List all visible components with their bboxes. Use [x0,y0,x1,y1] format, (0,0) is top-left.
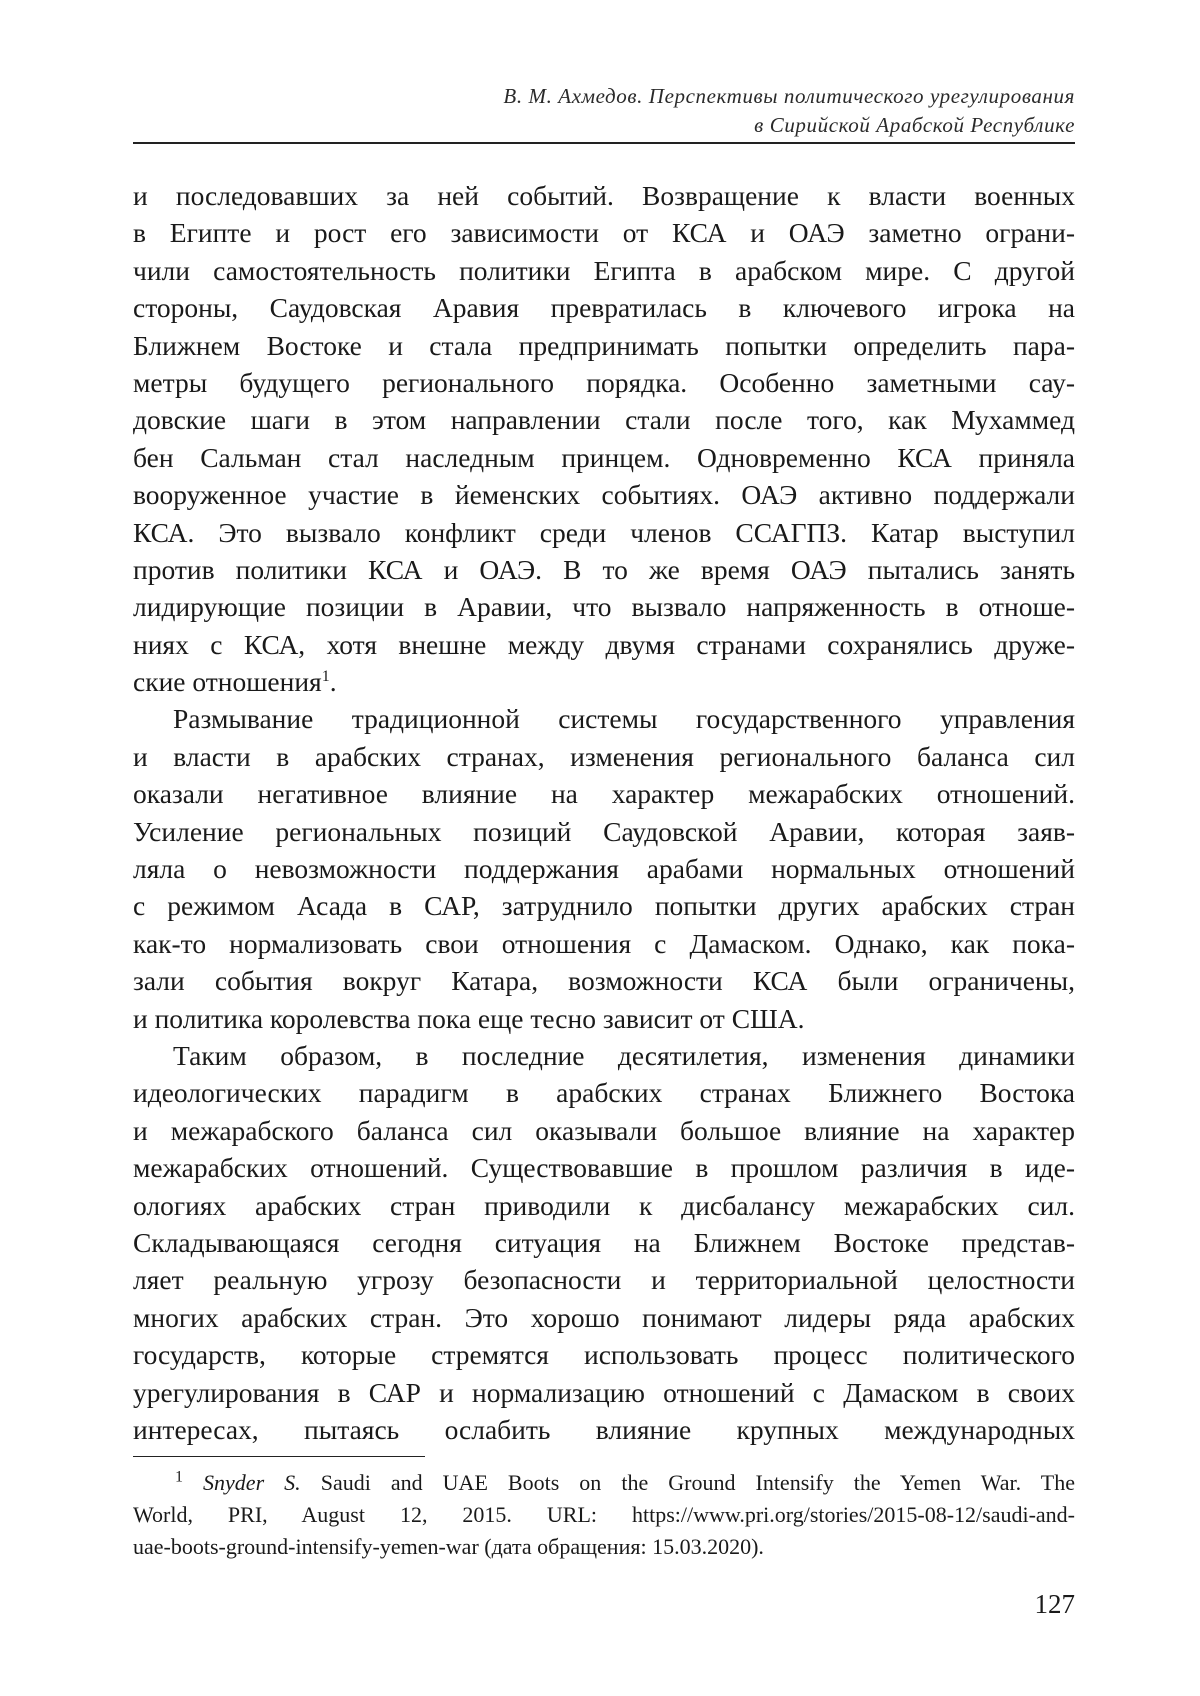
body-line: в Египте и рост его зависимости от КСА и ОАЭ заметно ограни- [133,214,1075,251]
body-line: КСА. Это вызвало конфликт среди членов ССАГПЗ. Катар выступил [133,514,1075,551]
body-line: ниях с КСА, хотя внешне между двумя странами сохранялись друже- [133,626,1075,663]
running-head [133,82,1075,140]
body-line: и последовавших за ней событий. Возвращение к власти военных [133,177,1075,214]
footnote-line-3[interactable]: uae-boots-ground-intensify-yemen-war (дата обращения: 15.03.2020). [133,1531,1075,1563]
body-line: ологиях арабских стран приводили к дисбалансу межарабских сил. [133,1187,1075,1224]
body-line: Ближнем Востоке и стала предпринимать попытки определить пара- [133,327,1075,364]
body-line: урегулирования в САР и нормализацию отношений с Дамаском в своих [133,1374,1075,1411]
body-line: Размывание традиционной системы государственного управления [133,700,1075,737]
body-line: интересах, пытаясь ослабить влияние крупных международных [133,1411,1075,1448]
running-head-line-1: В. М. Ахмедов. Перспективы политического урегулирования [133,82,1075,111]
body-line: стороны, Саудовская Аравия превратилась в ключевого игрока на [133,289,1075,326]
footnote-line-2[interactable]: World, PRI, August 12, 2015. URL: https://www.pri.org/stories/2015-08-12/saudi-and- [133,1499,1075,1531]
body-line: межарабских отношений. Существовавшие в прошлом различия в иде- [133,1149,1075,1186]
body-line: Складывающаяся сегодня ситуация на Ближнем Востоке представ- [133,1224,1075,1261]
footnote-title: Saudi and UAE Boots on the Ground Intensify the Yemen War. The [301,1470,1075,1495]
footnote-reference[interactable]: 1 [322,668,330,685]
body-line: и межарабского баланса сил оказывали большое влияние на характер [133,1112,1075,1149]
body-line: против политики КСА и ОАЭ. В то же время ОАЭ пытались занять [133,551,1075,588]
body-line: лидирующие позиции в Аравии, что вызвало напряженность в отноше- [133,588,1075,625]
footnote-author: Snyder S. [203,1470,301,1495]
paragraph-3 [133,1037,1075,1448]
body-line: государств, которые стремятся использовать процесс политического [133,1336,1075,1373]
body-line: многих арабских стран. Это хорошо понимают лидеры ряда арабских [133,1299,1075,1336]
body-line: бен Сальман стал наследным принцем. Одновременно КСА приняла [133,439,1075,476]
body-line-last [133,663,1075,700]
paragraph-2 [133,700,1075,1037]
body-line: чили самостоятельность политики Египта в арабском мире. С другой [133,252,1075,289]
body-line: Усиление региональных позиций Саудовской Аравии, которая заяв- [133,813,1075,850]
body-line: зали события вокруг Катара, возможности КСА были ограничены, [133,962,1075,999]
page-number: 127 [1035,1589,1076,1620]
footnote-rule [133,1456,425,1457]
body-line: метры будущего регионального порядка. Особенно заметными сау- [133,364,1075,401]
running-head-line-2: в Сирийской Арабской Республике [133,111,1075,140]
document-page [0,0,1200,1696]
body-line: как-то нормализовать свои отношения с Дамаском. Однако, как пока- [133,925,1075,962]
body-line: довские шаги в этом направлении стали после того, как Мухаммед [133,401,1075,438]
body-line: Таким образом, в последние десятилетия, изменения динамики [133,1037,1075,1074]
body-text [133,177,1075,1448]
body-line: с режимом Асада в САР, затруднило попытки других арабских стран [133,887,1075,924]
footnote [133,1467,1075,1563]
body-line: и политика королевства пока еще тесно зависит от США. [133,1000,1075,1037]
paragraph-1 [133,177,1075,700]
body-line: оказали негативное влияние на характер межарабских отношений. [133,775,1075,812]
footnote-line-1 [133,1467,1075,1499]
body-line: и власти в арабских странах, изменения регионального баланса сил [133,738,1075,775]
body-line: идеологических парадигм в арабских странах Ближнего Востока [133,1074,1075,1111]
last-line-end: . [330,666,337,697]
body-line: вооруженное участие в йеменских событиях. ОАЭ активно поддержали [133,476,1075,513]
header-rule [133,142,1075,144]
footnote-number: 1 [175,1469,183,1486]
body-line: ляет реальную угрозу безопасности и территориальной целостности [133,1261,1075,1298]
last-line-text: ские отношения [133,666,322,697]
body-line: ляла о невозможности поддержания арабами нормальных отношений [133,850,1075,887]
